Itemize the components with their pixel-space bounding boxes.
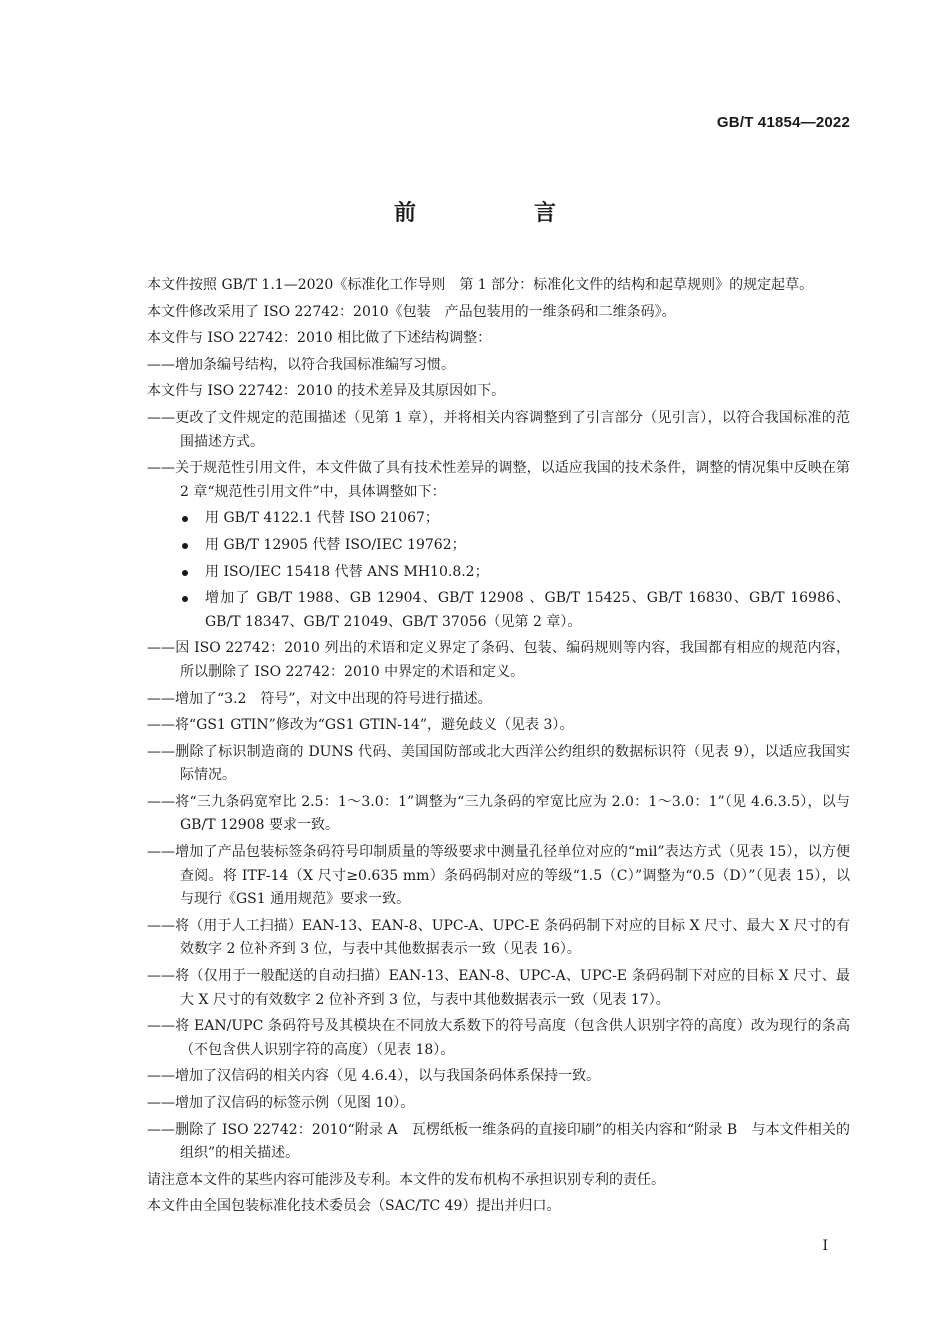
- bullet-item: [114, 561, 850, 585]
- dash-item: ——将 EAN/UPC 条码符号及其模块在不同放大系数下的符号高度（包含供人识别字符的高度）改为现行的条高（不包含供人识别字符的高度）（见表 18）。: [147, 1018, 850, 1058]
- dash-item: ——因 ISO 22742：2010 列出的术语和定义界定了条码、包装、编码规则等内容，我国都有相应的规范内容，所以删除了 ISO 22742：2010 中界定的术语和定义。: [147, 640, 850, 680]
- paragraph: 本文件与 ISO 22742：2010 的技术差异及其原因如下。: [147, 383, 506, 400]
- dash-item: ——更改了文件规定的范围描述（见第 1 章），并将相关内容调整到了引言部分（见引言），以符合我国标准的范围描述方式。: [147, 409, 850, 450]
- paragraph: 本文件修改采用了 ISO 22742：2010《包装 产品包装用的一维条码和二维条码》。: [147, 303, 676, 320]
- bullet-dot-icon: [182, 516, 188, 522]
- bullet-dot-icon: [182, 543, 188, 549]
- bullet-text: 增加了 GB/T 1988、GB 12904、GB/T 12908 、GB/T 15425、GB/T 16830、GB/T 16986、GB/T 18347、GB/T 21049、GB/T 37056（见第 2 章）。: [205, 590, 850, 630]
- page-number: I: [822, 1238, 828, 1254]
- paragraph: 请注意本文件的某些内容可能涉及专利。本文件的发布机构不承担识别专利的责任。: [147, 1171, 665, 1188]
- page-title: 前 言: [393, 201, 604, 226]
- paragraph: 本文件按照 GB/T 1.1—2020《标准化工作导则 第 1 部分：标准化文件的结构和起草规则》的规定起草。: [147, 277, 814, 293]
- dash-item: ——删除了 ISO 22742：2010“附录 A 瓦楞纸板一维条码的直接印刷”的相关内容和“附录 B 与本文件相关的组织”的相关描述。: [147, 1121, 850, 1162]
- paragraph: 本文件由全国包装标准化技术委员会（SAC/TC 49）提出并归口。: [147, 1198, 561, 1215]
- bullet-text: 用 GB/T 12905 代替 ISO/IEC 19762；: [205, 536, 466, 553]
- dash-item: ——增加了“3.2 符号”，对文中出现的符号进行描述。: [147, 690, 492, 707]
- bullet-item: [114, 507, 850, 531]
- dash-item: ——删除了标识制造商的 DUNS 代码、美国国防部或北大西洋公约组织的数据标识符（见表 9），以适应我国实际情况。: [147, 743, 850, 784]
- bullet-dot-icon: [182, 596, 188, 602]
- dash-item: ——将（仅用于一般配送的自动扫描）EAN-13、EAN-8、UPC-A、UPC-E 条码码制下对应的目标 X 尺寸、最大 X 尺寸的有效数字 2 位补齐到 3 位，与表中其他数据表示一致（见表 17）。: [147, 968, 850, 1008]
- dash-item: ——将（用于人工扫描）EAN-13、EAN-8、UPC-A、UPC-E 条码码制下对应的目标 X 尺寸、最大 X 尺寸的有效数字 2 位补齐到 3 位，与表中其他数据表示一致（见表 16）。: [147, 917, 850, 958]
- paragraph: 本文件与 ISO 22742：2010 相比做了下述结构调整：: [147, 330, 492, 347]
- bullet-text: 用 ISO/IEC 15418 代替 ANS MH10.8.2；: [205, 563, 489, 580]
- bullet-dot-icon: [182, 570, 188, 576]
- bullet-item: [114, 534, 850, 558]
- bullet-item: [114, 587, 850, 634]
- dash-item: ——增加了汉信码的标签示例（见图 10）。: [147, 1095, 415, 1111]
- dash-item: ——将“GS1 GTIN”修改为“GS1 GTIN-14”，避免歧义（见表 3）。: [147, 717, 574, 734]
- dash-item: ——增加了产品包装标签条码符号印制质量的等级要求中测量孔径单位对应的“mil”表达方式（见表 15），以方便查阅。将 ITF-14（X 尺寸≥0.635 mm）条码码制对应的等级“1.5（C）”调整为“0.5（D）”（见表 15），以与现行《GS1 通用规范》要求一致。: [147, 844, 850, 908]
- bullet-text: 用 GB/T 4122.1 代替 ISO 21067；: [205, 510, 439, 527]
- dash-item: ——增加条编号结构，以符合我国标准编写习惯。: [147, 356, 455, 373]
- dash-item: ——将“三九条码宽窄比 2.5：1～3.0：1”调整为“三九条码的窄宽比应为 2.0：1～3.0：1”（见 4.6.3.5），以与 GB/T 12908 要求一致。: [147, 793, 850, 834]
- dash-item: ——关于规范性引用文件，本文件做了具有技术性差异的调整，以适应我国的技术条件，调整的情况集中反映在第 2 章“规范性引用文件”中，具体调整如下：: [147, 460, 850, 500]
- document-body: [114, 274, 850, 1222]
- document-code: GB/T 41854—2022: [716, 114, 850, 131]
- dash-item: ——增加了汉信码的相关内容（见 4.6.4），以与我国条码体系保持一致。: [147, 1068, 601, 1085]
